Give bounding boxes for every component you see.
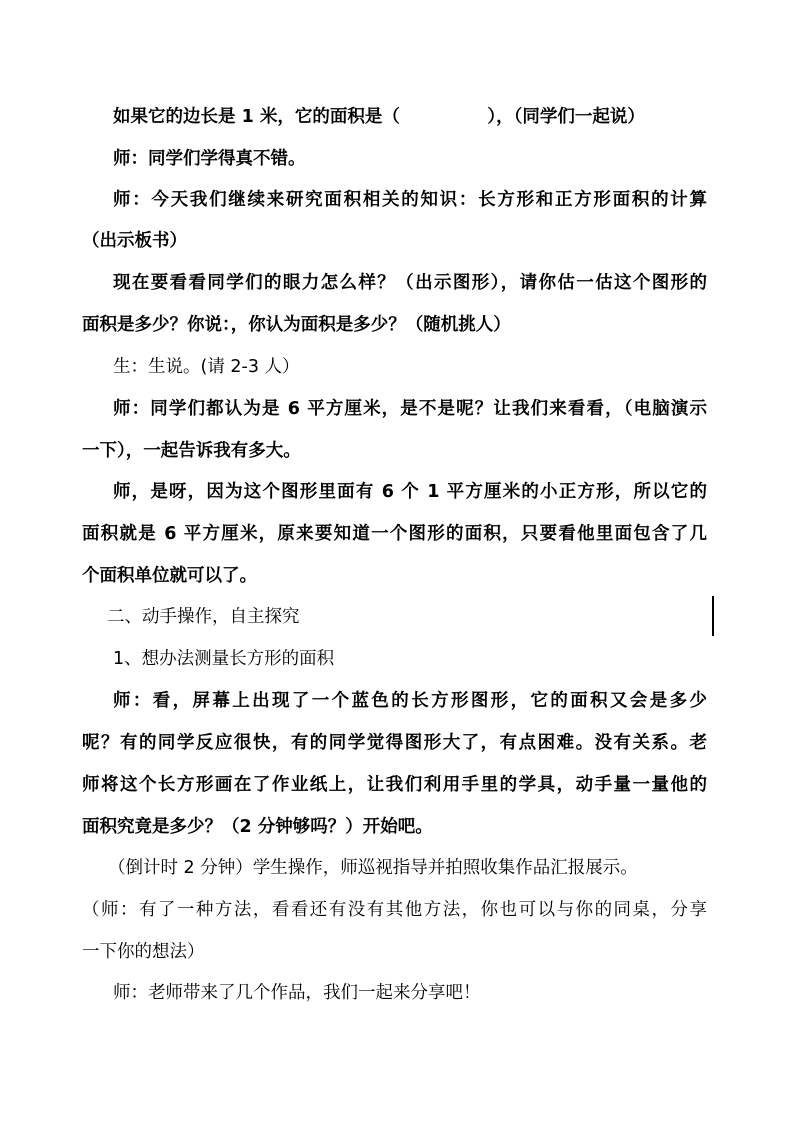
paragraph-9-line-0: 师：看，屏幕上出现了一个蓝色的长方形图形，它的面积又会是多少 (113, 691, 707, 711)
paragraph-12-line-0: 师：老师带来了几个作品，我们一起来分享吧！ (113, 983, 481, 1003)
paragraph-5-line-1: 一下），一起告诉我有多大。 (82, 441, 301, 461)
paragraph-5-line-0: 师：同学们都认为是 6 平方厘米，是不是呢？让我们来看看，（电脑演示 (113, 399, 707, 419)
paragraph-6-line-1: 面积就是 6 平方厘米，原来要知道一个图形的面积，只要看他里面包含了几 (82, 524, 707, 544)
paragraph-3-line-0: 现在要看看同学们的眼力怎么样？（出示图形），请你估一估这个图形的 (113, 273, 707, 293)
paragraph-7-line-0: 二、动手操作，自主探究 (107, 607, 300, 627)
text-cursor (712, 596, 714, 636)
paragraph-0-line-0: 如果它的边长是 1 米，它的面积是（ ），（同学们一起说） (113, 107, 645, 127)
paragraph-1-line-0: 师：同学们学得真不错。 (113, 149, 306, 169)
paragraph-9-line-3: 面积究竟是多少？（2 分钟够吗？）开始吧。 (82, 817, 433, 837)
paragraph-10-line-0: （倒计时 2 分钟）学生操作，师巡视指导并拍照收集作品汇报展示。 (108, 858, 638, 878)
paragraph-8-line-0: 1、想办法测量长方形的面积 (113, 649, 335, 669)
paragraph-11-line-0: （师：有了一种方法，看看还有没有其他方法，你也可以与你的同桌，分享 (82, 900, 707, 920)
paragraph-6-line-0: 师，是呀，因为这个图形里面有 6 个 1 平方厘米的小正方形，所以它的 (113, 482, 707, 502)
paragraph-2-line-0: 师：今天我们继续来研究面积相关的知识：长方形和正方形面积的计算 (113, 190, 707, 210)
paragraph-4-line-0: 生：生说。(请 2-3 人） (113, 357, 300, 377)
paragraph-6-line-2: 个面积单位就可以了。 (82, 566, 257, 586)
paragraph-9-line-2: 师将这个长方形画在了作业纸上，让我们利用手里的学具，动手量一量他的 (82, 775, 707, 795)
paragraph-11-line-1: 一下你的想法） (82, 942, 205, 962)
paragraph-9-line-1: 呢？有的同学反应很快，有的同学觉得图形大了，有点困难。没有关系。老 (82, 733, 707, 753)
paragraph-3-line-1: 面积是多少？你说：，你认为面积是多少？（随机挑人） (82, 315, 511, 335)
paragraph-2-line-1: （出示板书） (82, 231, 187, 251)
